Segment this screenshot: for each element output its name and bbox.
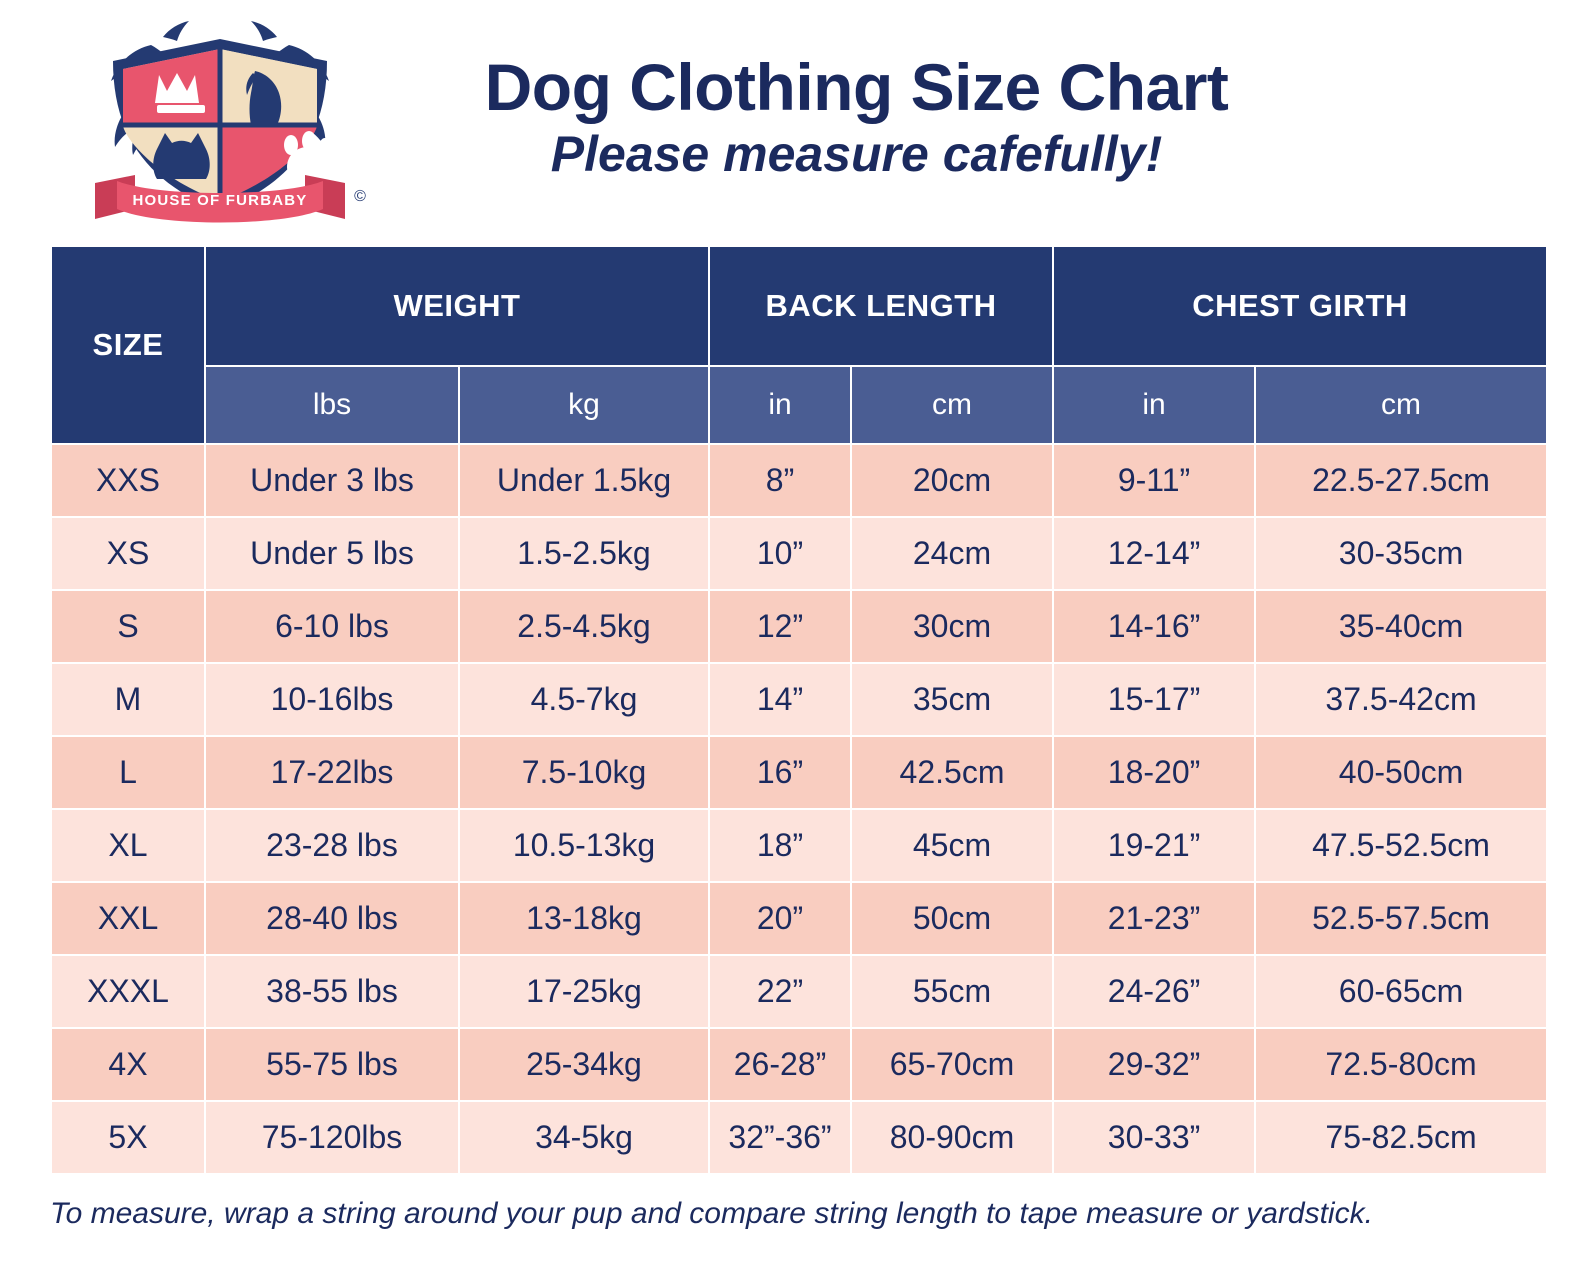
cell-weight-kg: 17-25kg: [460, 956, 708, 1027]
cell-size: 5X: [52, 1102, 204, 1173]
cell-back-cm: 42.5cm: [852, 737, 1052, 808]
header-weight: WEIGHT: [206, 247, 708, 365]
cell-chest-cm: 37.5-42cm: [1256, 664, 1546, 735]
cell-chest-cm: 30-35cm: [1256, 518, 1546, 589]
cell-weight-kg: 10.5-13kg: [460, 810, 708, 881]
cell-weight-kg: Under 1.5kg: [460, 445, 708, 516]
table-row: [52, 883, 1546, 954]
crest-icon: [55, 15, 385, 230]
cell-size: XXS: [52, 445, 204, 516]
header-weight-kg: kg: [460, 367, 708, 443]
table-unit-header-row: [52, 367, 1546, 443]
cell-size: L: [52, 737, 204, 808]
cell-size: XL: [52, 810, 204, 881]
cell-size: XS: [52, 518, 204, 589]
cell-size: XXL: [52, 883, 204, 954]
brand-logo: [55, 15, 385, 230]
header-size: SIZE: [52, 247, 204, 443]
cell-back-cm: 45cm: [852, 810, 1052, 881]
cell-chest-cm: 47.5-52.5cm: [1256, 810, 1546, 881]
cell-back-cm: 20cm: [852, 445, 1052, 516]
cell-back-cm: 30cm: [852, 591, 1052, 662]
table-row: [52, 810, 1546, 881]
cell-back-in: 8”: [710, 445, 850, 516]
cell-chest-in: 29-32”: [1054, 1029, 1254, 1100]
cell-weight-lbs: Under 3 lbs: [206, 445, 458, 516]
cell-chest-cm: 72.5-80cm: [1256, 1029, 1546, 1100]
cell-weight-lbs: 55-75 lbs: [206, 1029, 458, 1100]
header-back-length-cm: cm: [852, 367, 1052, 443]
cell-chest-cm: 40-50cm: [1256, 737, 1546, 808]
cell-weight-lbs: 17-22lbs: [206, 737, 458, 808]
cell-chest-in: 21-23”: [1054, 883, 1254, 954]
cell-back-in: 12”: [710, 591, 850, 662]
paw-icon: [284, 131, 331, 181]
header-chest-girth: CHEST GIRTH: [1054, 247, 1546, 365]
cell-chest-cm: 75-82.5cm: [1256, 1102, 1546, 1173]
table-head: [52, 247, 1546, 443]
cell-size: 4X: [52, 1029, 204, 1100]
table-row: [52, 956, 1546, 1027]
header-back-length-in: in: [710, 367, 850, 443]
table-row: [52, 664, 1546, 735]
cell-chest-in: 12-14”: [1054, 518, 1254, 589]
cell-weight-kg: 2.5-4.5kg: [460, 591, 708, 662]
cell-size: M: [52, 664, 204, 735]
cell-back-in: 18”: [710, 810, 850, 881]
cell-chest-in: 30-33”: [1054, 1102, 1254, 1173]
cell-weight-lbs: 23-28 lbs: [206, 810, 458, 881]
cell-chest-in: 9-11”: [1054, 445, 1254, 516]
cell-chest-cm: 22.5-27.5cm: [1256, 445, 1546, 516]
table-row: [52, 518, 1546, 589]
cell-chest-cm: 60-65cm: [1256, 956, 1546, 1027]
cell-back-cm: 50cm: [852, 883, 1052, 954]
table-row: [52, 591, 1546, 662]
cell-weight-lbs: 28-40 lbs: [206, 883, 458, 954]
header-chest-girth-cm: cm: [1256, 367, 1546, 443]
cell-back-in: 26-28”: [710, 1029, 850, 1100]
cell-weight-lbs: 10-16lbs: [206, 664, 458, 735]
cell-chest-in: 15-17”: [1054, 664, 1254, 735]
cell-back-cm: 55cm: [852, 956, 1052, 1027]
cell-weight-kg: 1.5-2.5kg: [460, 518, 708, 589]
page-subtitle: Please measure cafefully!: [550, 125, 1163, 182]
cell-weight-lbs: 6-10 lbs: [206, 591, 458, 662]
cell-weight-lbs: Under 5 lbs: [206, 518, 458, 589]
cell-chest-in: 14-16”: [1054, 591, 1254, 662]
table-row: [52, 737, 1546, 808]
cell-weight-lbs: 38-55 lbs: [206, 956, 458, 1027]
table-row: [52, 1102, 1546, 1173]
page-title: Dog Clothing Size Chart: [484, 50, 1229, 125]
cell-weight-kg: 34-5kg: [460, 1102, 708, 1173]
cell-weight-kg: 25-34kg: [460, 1029, 708, 1100]
table-group-header-row: [52, 247, 1546, 365]
cell-back-in: 32”-36”: [710, 1102, 850, 1173]
size-table-wrap: [0, 245, 1588, 1175]
cell-chest-cm: 35-40cm: [1256, 591, 1546, 662]
size-chart-table: [50, 245, 1548, 1175]
chart-header: [0, 0, 1588, 245]
cell-back-in: 14”: [710, 664, 850, 735]
table-row: [52, 445, 1546, 516]
cell-chest-cm: 52.5-57.5cm: [1256, 883, 1546, 954]
cell-back-in: 22”: [710, 956, 850, 1027]
cell-back-cm: 80-90cm: [852, 1102, 1052, 1173]
header-back-length: BACK LENGTH: [710, 247, 1052, 365]
header-weight-lbs: lbs: [206, 367, 458, 443]
cell-back-in: 10”: [710, 518, 850, 589]
header-chest-girth-in: in: [1054, 367, 1254, 443]
cell-chest-in: 18-20”: [1054, 737, 1254, 808]
measurement-footnote: To measure, wrap a string around your pup and compare string length to tape measure or yardstick.: [50, 1197, 1373, 1230]
cell-size: XXXL: [52, 956, 204, 1027]
cell-back-cm: 24cm: [852, 518, 1052, 589]
copyright-mark: ©: [354, 188, 366, 205]
cell-back-cm: 65-70cm: [852, 1029, 1052, 1100]
cell-back-in: 20”: [710, 883, 850, 954]
cell-size: S: [52, 591, 204, 662]
table-body: [52, 445, 1546, 1173]
cell-weight-lbs: 75-120lbs: [206, 1102, 458, 1173]
cell-weight-kg: 4.5-7kg: [460, 664, 708, 735]
table-row: [52, 1029, 1546, 1100]
logo-banner-text: HOUSE OF FURBABY: [132, 192, 308, 209]
cell-chest-in: 19-21”: [1054, 810, 1254, 881]
cell-chest-in: 24-26”: [1054, 956, 1254, 1027]
cell-back-cm: 35cm: [852, 664, 1052, 735]
cell-weight-kg: 7.5-10kg: [460, 737, 708, 808]
cell-weight-kg: 13-18kg: [460, 883, 708, 954]
cell-back-in: 16”: [710, 737, 850, 808]
title-block: [385, 50, 1588, 182]
